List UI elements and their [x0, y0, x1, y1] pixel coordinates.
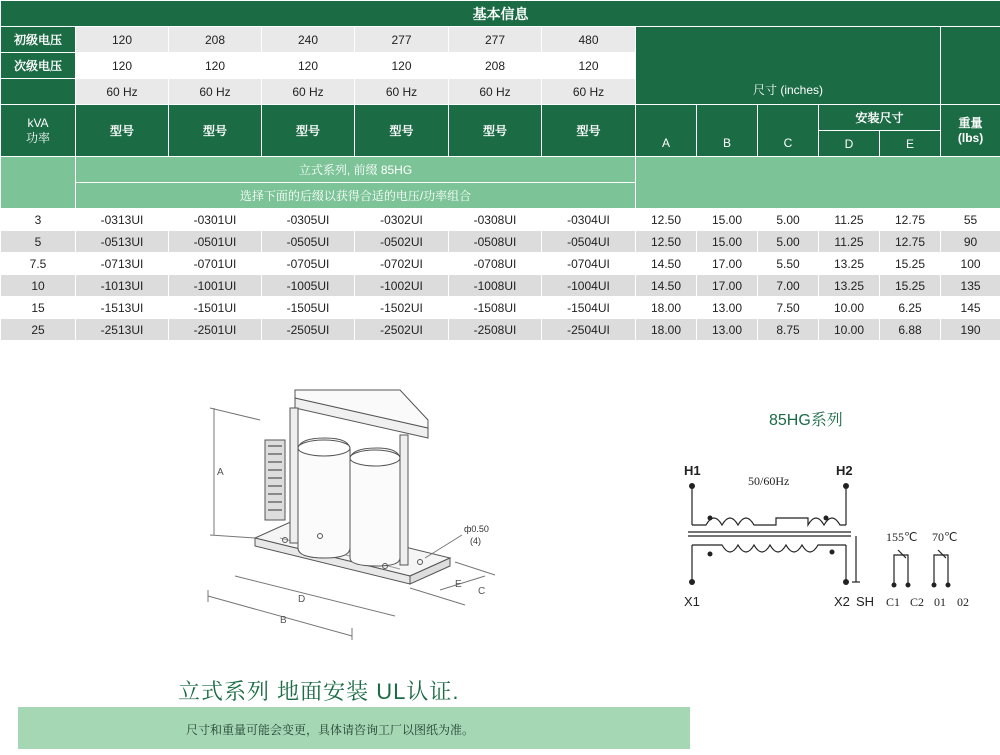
dim-header: 尺寸 (inches) — [636, 27, 941, 105]
primary-voltage: 120 — [76, 27, 169, 53]
dimension-cell: 12.75 — [880, 209, 941, 231]
kva-cell: 3 — [1, 209, 76, 231]
model-cell: -2508UI — [449, 319, 542, 341]
dimension-cell: 13.25 — [819, 253, 880, 275]
model-header: 型号 — [449, 105, 542, 157]
model-cell: -1508UI — [449, 297, 542, 319]
dim-label-a: A — [217, 467, 224, 478]
kva-cell: 5 — [1, 231, 76, 253]
dimension-cell: 11.25 — [819, 209, 880, 231]
series-note: 立式系列, 前缀 85HG — [76, 157, 636, 183]
table-title: 基本信息 — [1, 1, 1000, 27]
weight-header: 重量 (lbs) — [941, 105, 1000, 157]
model-cell: -0301UI — [169, 209, 262, 231]
model-cell: -1513UI — [76, 297, 169, 319]
table-row — [1, 297, 1000, 319]
model-cell: -0708UI — [449, 253, 542, 275]
model-cell: -1505UI — [262, 297, 355, 319]
table-row — [1, 231, 1000, 253]
dim-label-b: B — [280, 615, 287, 626]
row-label-power: kVA 功率 — [1, 105, 76, 157]
dim-label-c: C — [478, 586, 486, 597]
primary-voltage: 277 — [449, 27, 542, 53]
dim-col-b: B — [697, 105, 758, 157]
model-header: 型号 — [542, 105, 636, 157]
dimension-cell: 13.25 — [819, 275, 880, 297]
primary-voltage: 480 — [542, 27, 636, 53]
temp-70: 70℃ — [932, 530, 958, 544]
freq-label: 50/60Hz — [748, 474, 790, 488]
dimension-cell: 13.00 — [697, 297, 758, 319]
kva-cell: 7.5 — [1, 253, 76, 275]
dimension-cell: 17.00 — [697, 275, 758, 297]
model-cell: -1008UI — [449, 275, 542, 297]
frequency-cell: 60 Hz — [262, 79, 355, 105]
model-cell: -0308UI — [449, 209, 542, 231]
label-02: 02 — [957, 595, 969, 609]
model-header: 型号 — [76, 105, 169, 157]
dimension-cell: 14.50 — [636, 275, 697, 297]
secondary-voltage: 208 — [449, 53, 542, 79]
freq-label-cell — [1, 79, 76, 105]
model-cell: -0508UI — [449, 231, 542, 253]
model-cell: -2501UI — [169, 319, 262, 341]
dim-col-c: C — [758, 105, 819, 157]
dimension-cell: 5.00 — [758, 231, 819, 253]
kva-cell: 25 — [1, 319, 76, 341]
model-cell: -1502UI — [355, 297, 449, 319]
label-sh: SH — [856, 594, 875, 609]
model-cell: -1001UI — [169, 275, 262, 297]
dim-col-d: D — [819, 131, 880, 157]
model-cell: -2504UI — [542, 319, 636, 341]
table-row — [1, 253, 1000, 275]
select-note: 选择下面的后缀以获得合适的电压/功率组合 — [76, 183, 636, 209]
frequency-cell: 60 Hz — [76, 79, 169, 105]
model-cell: -0302UI — [355, 209, 449, 231]
dimension-cell: 12.50 — [636, 209, 697, 231]
model-cell: -0705UI — [262, 253, 355, 275]
dimension-cell: 18.00 — [636, 319, 697, 341]
label-01: 01 — [934, 595, 946, 609]
model-cell: -2513UI — [76, 319, 169, 341]
model-cell: -1013UI — [76, 275, 169, 297]
label-x1: X1 — [684, 594, 700, 609]
model-cell: -1504UI — [542, 297, 636, 319]
model-cell: -0504UI — [542, 231, 636, 253]
hole-sub-label: (4) — [470, 536, 481, 546]
mount-header: 安装尺寸 — [819, 105, 941, 131]
frequency-cell: 60 Hz — [355, 79, 449, 105]
frequency-cell: 60 Hz — [169, 79, 262, 105]
footer-title: 立式系列 地面安装 UL认证. — [178, 679, 460, 704]
model-cell: -0713UI — [76, 253, 169, 275]
model-cell: -1005UI — [262, 275, 355, 297]
temp-155: 155℃ — [886, 530, 918, 544]
spec-table — [0, 0, 1000, 341]
model-cell: -0304UI — [542, 209, 636, 231]
primary-voltage: 208 — [169, 27, 262, 53]
weight-cell: 190 — [941, 319, 1000, 341]
weight-cell: 90 — [941, 231, 1000, 253]
dimension-cell: 11.25 — [819, 231, 880, 253]
dimension-cell: 18.00 — [636, 297, 697, 319]
dim-col-e: E — [880, 131, 941, 157]
kva-cell: 15 — [1, 297, 76, 319]
weight-cell: 135 — [941, 275, 1000, 297]
weight-cell: 145 — [941, 297, 1000, 319]
dimension-cell: 12.50 — [636, 231, 697, 253]
dim-label-d: D — [298, 594, 306, 605]
secondary-voltage: 120 — [262, 53, 355, 79]
dimension-cell: 14.50 — [636, 253, 697, 275]
label-c1: C1 — [886, 595, 901, 609]
label-h2: H2 — [836, 463, 853, 478]
dimension-cell: 15.25 — [880, 275, 941, 297]
dimension-cell: 15.25 — [880, 253, 941, 275]
wiring-diagram — [676, 400, 986, 615]
dimension-cell: 6.88 — [880, 319, 941, 341]
model-header: 型号 — [355, 105, 449, 157]
model-header: 型号 — [262, 105, 355, 157]
model-cell: -1501UI — [169, 297, 262, 319]
model-cell: -0305UI — [262, 209, 355, 231]
transformer-drawing — [200, 380, 530, 640]
frequency-cell: 60 Hz — [449, 79, 542, 105]
series-left-cell — [1, 157, 76, 209]
dim-col-a: A — [636, 105, 697, 157]
row-label-secondary: 次级电压 — [1, 53, 76, 79]
model-cell: -0501UI — [169, 231, 262, 253]
weight-top — [941, 27, 1000, 105]
diagram-title: 85HG系列 — [769, 412, 843, 429]
secondary-voltage: 120 — [355, 53, 449, 79]
dimension-cell: 8.75 — [758, 319, 819, 341]
model-cell: -0704UI — [542, 253, 636, 275]
dimension-cell: 6.25 — [880, 297, 941, 319]
dimension-cell: 5.00 — [758, 209, 819, 231]
row-label-primary: 初级电压 — [1, 27, 76, 53]
model-cell: -1002UI — [355, 275, 449, 297]
label-c2: C2 — [910, 595, 925, 609]
table-row — [1, 319, 1000, 341]
model-header: 型号 — [169, 105, 262, 157]
dimension-cell: 12.75 — [880, 231, 941, 253]
secondary-voltage: 120 — [169, 53, 262, 79]
hole-label: ф0.50 — [464, 524, 489, 534]
dimension-cell: 10.00 — [819, 319, 880, 341]
model-cell: -0313UI — [76, 209, 169, 231]
kva-cell: 10 — [1, 275, 76, 297]
secondary-voltage: 120 — [76, 53, 169, 79]
dim-label-e: E — [455, 579, 462, 590]
notice-text: 尺寸和重量可能会变更，具体请咨询工厂以图纸为准。 — [186, 723, 475, 737]
model-cell: -0702UI — [355, 253, 449, 275]
secondary-voltage: 120 — [542, 53, 636, 79]
primary-voltage: 240 — [262, 27, 355, 53]
dimension-cell: 15.00 — [697, 209, 758, 231]
dimension-cell: 17.00 — [697, 253, 758, 275]
model-cell: -0513UI — [76, 231, 169, 253]
model-cell: -1004UI — [542, 275, 636, 297]
label-x2: X2 — [834, 594, 850, 609]
notice-banner — [18, 707, 690, 749]
frequency-cell: 60 Hz — [542, 79, 636, 105]
dimension-cell: 15.00 — [697, 231, 758, 253]
weight-cell: 55 — [941, 209, 1000, 231]
dimension-cell: 5.50 — [758, 253, 819, 275]
model-cell: -0505UI — [262, 231, 355, 253]
model-cell: -0701UI — [169, 253, 262, 275]
series-right-cell — [636, 157, 1000, 209]
primary-voltage: 277 — [355, 27, 449, 53]
dimension-cell: 7.00 — [758, 275, 819, 297]
table-row — [1, 275, 1000, 297]
dimension-cell: 13.00 — [697, 319, 758, 341]
dimension-cell: 10.00 — [819, 297, 880, 319]
label-h1: H1 — [684, 463, 701, 478]
table-body — [1, 209, 1000, 341]
model-cell: -2502UI — [355, 319, 449, 341]
weight-cell: 100 — [941, 253, 1000, 275]
model-cell: -0502UI — [355, 231, 449, 253]
model-cell: -2505UI — [262, 319, 355, 341]
dimension-cell: 7.50 — [758, 297, 819, 319]
table-row — [1, 209, 1000, 231]
